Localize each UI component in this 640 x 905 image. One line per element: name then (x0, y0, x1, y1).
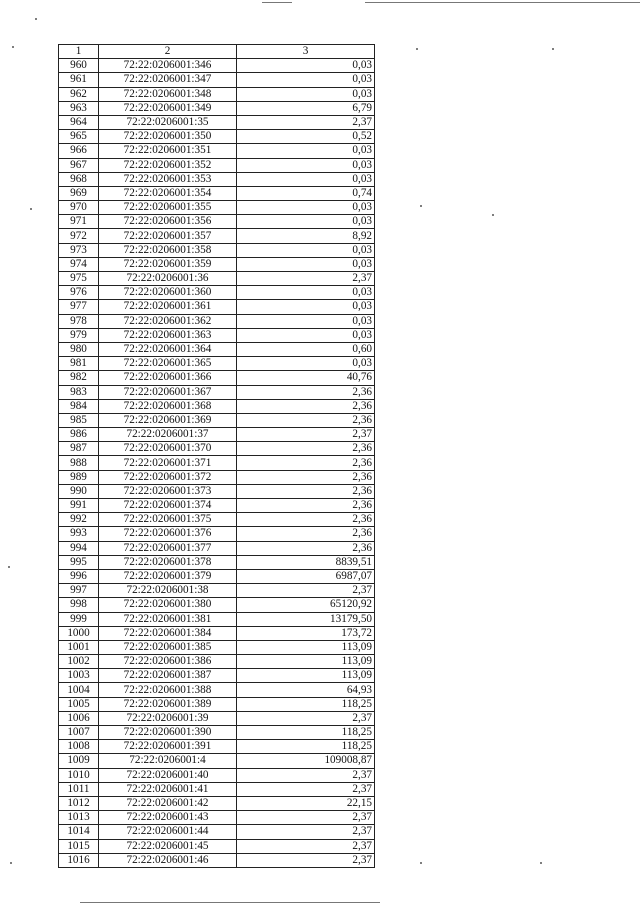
value-cell: 2,37 (237, 825, 375, 839)
cadastral-number-cell: 72:22:0206001:41 (99, 782, 237, 796)
row-number-cell: 988 (59, 456, 99, 470)
table-row (59, 655, 375, 669)
table-row (59, 484, 375, 498)
cadastral-number-cell: 72:22:0206001:39 (99, 711, 237, 725)
table-row (59, 357, 375, 371)
table-row (59, 314, 375, 328)
table-row (59, 172, 375, 186)
row-number-cell: 965 (59, 130, 99, 144)
row-number-cell: 1007 (59, 726, 99, 740)
table-row (59, 626, 375, 640)
table-row (59, 555, 375, 569)
table-row (59, 612, 375, 626)
table-row (59, 215, 375, 229)
value-cell: 0,03 (237, 328, 375, 342)
value-cell: 0,03 (237, 300, 375, 314)
row-number-cell: 977 (59, 300, 99, 314)
row-number-cell: 995 (59, 555, 99, 569)
cadastral-number-cell: 72:22:0206001:379 (99, 569, 237, 583)
table-row (59, 527, 375, 541)
cadastral-number-cell: 72:22:0206001:37 (99, 428, 237, 442)
cadastral-number-cell: 72:22:0206001:368 (99, 399, 237, 413)
table-row (59, 229, 375, 243)
value-cell: 0,74 (237, 186, 375, 200)
row-number-cell: 1003 (59, 669, 99, 683)
table-row (59, 839, 375, 853)
cadastral-number-cell: 72:22:0206001:374 (99, 499, 237, 513)
value-cell: 40,76 (237, 371, 375, 385)
value-cell: 0,03 (237, 59, 375, 73)
row-number-cell: 974 (59, 257, 99, 271)
table-row (59, 428, 375, 442)
table-row (59, 470, 375, 484)
cadastral-number-cell: 72:22:0206001:373 (99, 484, 237, 498)
cadastral-number-cell: 72:22:0206001:388 (99, 683, 237, 697)
table-row (59, 697, 375, 711)
cadastral-number-cell: 72:22:0206001:40 (99, 768, 237, 782)
value-cell: 0,03 (237, 286, 375, 300)
row-number-cell: 1004 (59, 683, 99, 697)
row-number-cell: 997 (59, 584, 99, 598)
row-number-cell: 993 (59, 527, 99, 541)
value-cell: 8,92 (237, 229, 375, 243)
table-row (59, 811, 375, 825)
row-number-cell: 964 (59, 115, 99, 129)
scan-speck (492, 214, 494, 216)
parcel-table-body (59, 45, 375, 868)
row-number-cell: 961 (59, 73, 99, 87)
value-cell: 2,36 (237, 527, 375, 541)
cadastral-number-cell: 72:22:0206001:378 (99, 555, 237, 569)
table-row (59, 158, 375, 172)
table-row (59, 853, 375, 867)
scan-speck (540, 862, 542, 864)
row-number-cell: 968 (59, 172, 99, 186)
scan-top-edge-mark (365, 2, 640, 3)
value-cell: 2,37 (237, 782, 375, 796)
table-row (59, 711, 375, 725)
value-cell: 6,79 (237, 101, 375, 115)
row-number-cell: 1011 (59, 782, 99, 796)
cadastral-number-cell: 72:22:0206001:46 (99, 853, 237, 867)
row-number-cell: 991 (59, 499, 99, 513)
table-row (59, 740, 375, 754)
value-cell: 65120,92 (237, 598, 375, 612)
row-number-cell: 1006 (59, 711, 99, 725)
value-cell: 2,37 (237, 811, 375, 825)
cadastral-number-cell: 72:22:0206001:387 (99, 669, 237, 683)
value-cell: 2,36 (237, 413, 375, 427)
value-cell: 2,36 (237, 456, 375, 470)
row-number-cell: 975 (59, 272, 99, 286)
cadastral-number-cell: 72:22:0206001:385 (99, 640, 237, 654)
value-cell: 173,72 (237, 626, 375, 640)
cadastral-number-cell: 72:22:0206001:365 (99, 357, 237, 371)
table-row (59, 513, 375, 527)
row-number-cell: 987 (59, 442, 99, 456)
table-row (59, 257, 375, 271)
table-row (59, 442, 375, 456)
row-number-cell: 970 (59, 201, 99, 215)
table-row (59, 456, 375, 470)
scan-speck (12, 46, 14, 48)
table-row (59, 598, 375, 612)
row-number-cell: 1016 (59, 853, 99, 867)
cadastral-number-cell: 72:22:0206001:377 (99, 541, 237, 555)
value-cell: 0,03 (237, 87, 375, 101)
value-cell: 8839,51 (237, 555, 375, 569)
header-col-2: 2 (99, 45, 237, 59)
table-row (59, 399, 375, 413)
value-cell: 0,03 (237, 73, 375, 87)
row-number-cell: 976 (59, 286, 99, 300)
row-number-cell: 966 (59, 144, 99, 158)
cadastral-number-cell: 72:22:0206001:350 (99, 130, 237, 144)
table-row (59, 101, 375, 115)
cadastral-number-cell: 72:22:0206001:354 (99, 186, 237, 200)
cadastral-number-cell: 72:22:0206001:347 (99, 73, 237, 87)
cadastral-number-cell: 72:22:0206001:359 (99, 257, 237, 271)
row-number-cell: 999 (59, 612, 99, 626)
table-row (59, 768, 375, 782)
cadastral-number-cell: 72:22:0206001:45 (99, 839, 237, 853)
scan-speck (420, 862, 422, 864)
cadastral-number-cell: 72:22:0206001:43 (99, 811, 237, 825)
value-cell: 0,03 (237, 172, 375, 186)
row-number-cell: 996 (59, 569, 99, 583)
value-cell: 2,37 (237, 768, 375, 782)
value-cell: 2,37 (237, 711, 375, 725)
row-number-cell: 971 (59, 215, 99, 229)
value-cell: 118,25 (237, 740, 375, 754)
cadastral-number-cell: 72:22:0206001:371 (99, 456, 237, 470)
value-cell: 2,36 (237, 513, 375, 527)
table-row (59, 59, 375, 73)
value-cell: 0,03 (237, 158, 375, 172)
value-cell: 22,15 (237, 796, 375, 810)
table-row (59, 640, 375, 654)
cadastral-number-cell: 72:22:0206001:352 (99, 158, 237, 172)
cadastral-number-cell: 72:22:0206001:346 (99, 59, 237, 73)
row-number-cell: 972 (59, 229, 99, 243)
row-number-cell: 973 (59, 243, 99, 257)
table-row (59, 201, 375, 215)
cadastral-number-cell: 72:22:0206001:380 (99, 598, 237, 612)
table-row (59, 186, 375, 200)
scan-speck (552, 48, 554, 50)
row-number-cell: 1010 (59, 768, 99, 782)
cadastral-number-cell: 72:22:0206001:357 (99, 229, 237, 243)
table-row (59, 669, 375, 683)
header-col-1: 1 (59, 45, 99, 59)
scan-speck (30, 208, 32, 210)
value-cell: 2,37 (237, 115, 375, 129)
table-row (59, 683, 375, 697)
table-row (59, 286, 375, 300)
value-cell: 2,37 (237, 272, 375, 286)
value-cell: 118,25 (237, 726, 375, 740)
cadastral-number-cell: 72:22:0206001:36 (99, 272, 237, 286)
row-number-cell: 986 (59, 428, 99, 442)
row-number-cell: 989 (59, 470, 99, 484)
scan-speck (35, 18, 37, 20)
table-row (59, 243, 375, 257)
scan-speck (420, 205, 422, 207)
value-cell: 13179,50 (237, 612, 375, 626)
cadastral-number-cell: 72:22:0206001:364 (99, 342, 237, 356)
cadastral-number-cell: 72:22:0206001:38 (99, 584, 237, 598)
value-cell: 113,09 (237, 669, 375, 683)
cadastral-number-cell: 72:22:0206001:42 (99, 796, 237, 810)
value-cell: 0,03 (237, 201, 375, 215)
scan-speck (8, 566, 10, 568)
table-row (59, 569, 375, 583)
table-row (59, 754, 375, 768)
table-row (59, 796, 375, 810)
table-row (59, 272, 375, 286)
value-cell: 2,36 (237, 442, 375, 456)
cadastral-number-cell: 72:22:0206001:389 (99, 697, 237, 711)
header-col-3: 3 (237, 45, 375, 59)
table-row (59, 130, 375, 144)
row-number-cell: 978 (59, 314, 99, 328)
row-number-cell: 990 (59, 484, 99, 498)
value-cell: 64,93 (237, 683, 375, 697)
table-row (59, 782, 375, 796)
cadastral-number-cell: 72:22:0206001:362 (99, 314, 237, 328)
row-number-cell: 994 (59, 541, 99, 555)
value-cell: 109008,87 (237, 754, 375, 768)
cadastral-number-cell: 72:22:0206001:360 (99, 286, 237, 300)
value-cell: 2,36 (237, 541, 375, 555)
cadastral-number-cell: 72:22:0206001:381 (99, 612, 237, 626)
table-row (59, 87, 375, 101)
table-row (59, 499, 375, 513)
cadastral-number-cell: 72:22:0206001:356 (99, 215, 237, 229)
row-number-cell: 1015 (59, 839, 99, 853)
cadastral-number-cell: 72:22:0206001:376 (99, 527, 237, 541)
cadastral-number-cell: 72:22:0206001:375 (99, 513, 237, 527)
scan-bottom-edge-mark (80, 902, 380, 903)
row-number-cell: 985 (59, 413, 99, 427)
cadastral-number-cell: 72:22:0206001:372 (99, 470, 237, 484)
cadastral-number-cell: 72:22:0206001:361 (99, 300, 237, 314)
row-number-cell: 1001 (59, 640, 99, 654)
table-row (59, 541, 375, 555)
scan-top-edge-mark (262, 2, 292, 3)
value-cell: 2,36 (237, 484, 375, 498)
table-row (59, 73, 375, 87)
row-number-cell: 992 (59, 513, 99, 527)
cadastral-number-cell: 72:22:0206001:366 (99, 371, 237, 385)
row-number-cell: 1014 (59, 825, 99, 839)
row-number-cell: 1002 (59, 655, 99, 669)
cadastral-number-cell: 72:22:0206001:370 (99, 442, 237, 456)
cadastral-number-cell: 72:22:0206001:391 (99, 740, 237, 754)
value-cell: 2,36 (237, 499, 375, 513)
value-cell: 0,03 (237, 357, 375, 371)
row-number-cell: 982 (59, 371, 99, 385)
row-number-cell: 962 (59, 87, 99, 101)
table-row (59, 371, 375, 385)
value-cell: 2,37 (237, 428, 375, 442)
row-number-cell: 998 (59, 598, 99, 612)
value-cell: 113,09 (237, 640, 375, 654)
value-cell: 2,36 (237, 470, 375, 484)
value-cell: 118,25 (237, 697, 375, 711)
cadastral-number-cell: 72:22:0206001:4 (99, 754, 237, 768)
cadastral-number-cell: 72:22:0206001:369 (99, 413, 237, 427)
value-cell: 2,37 (237, 853, 375, 867)
table-row (59, 115, 375, 129)
cadastral-number-cell: 72:22:0206001:386 (99, 655, 237, 669)
table-row (59, 584, 375, 598)
table-row (59, 413, 375, 427)
row-number-cell: 1009 (59, 754, 99, 768)
row-number-cell: 981 (59, 357, 99, 371)
value-cell: 0,03 (237, 257, 375, 271)
value-cell: 0,03 (237, 314, 375, 328)
cadastral-number-cell: 72:22:0206001:367 (99, 385, 237, 399)
table-row (59, 328, 375, 342)
value-cell: 113,09 (237, 655, 375, 669)
cadastral-number-cell: 72:22:0206001:355 (99, 201, 237, 215)
row-number-cell: 969 (59, 186, 99, 200)
cadastral-number-cell: 72:22:0206001:349 (99, 101, 237, 115)
value-cell: 0,03 (237, 215, 375, 229)
table-row (59, 385, 375, 399)
table-row (59, 825, 375, 839)
parcel-table (58, 44, 375, 868)
table-header-row (59, 45, 375, 59)
row-number-cell: 1000 (59, 626, 99, 640)
cadastral-number-cell: 72:22:0206001:351 (99, 144, 237, 158)
cadastral-number-cell: 72:22:0206001:44 (99, 825, 237, 839)
scan-speck (416, 48, 418, 50)
value-cell: 2,36 (237, 385, 375, 399)
row-number-cell: 980 (59, 342, 99, 356)
row-number-cell: 979 (59, 328, 99, 342)
row-number-cell: 960 (59, 59, 99, 73)
cadastral-number-cell: 72:22:0206001:390 (99, 726, 237, 740)
value-cell: 0,60 (237, 342, 375, 356)
table-row (59, 342, 375, 356)
value-cell: 0,03 (237, 144, 375, 158)
row-number-cell: 1013 (59, 811, 99, 825)
value-cell: 0,03 (237, 243, 375, 257)
value-cell: 2,36 (237, 399, 375, 413)
row-number-cell: 983 (59, 385, 99, 399)
cadastral-number-cell: 72:22:0206001:353 (99, 172, 237, 186)
row-number-cell: 967 (59, 158, 99, 172)
value-cell: 0,52 (237, 130, 375, 144)
cadastral-number-cell: 72:22:0206001:348 (99, 87, 237, 101)
table-row (59, 144, 375, 158)
row-number-cell: 1012 (59, 796, 99, 810)
cadastral-number-cell: 72:22:0206001:358 (99, 243, 237, 257)
value-cell: 6987,07 (237, 569, 375, 583)
table-row (59, 726, 375, 740)
value-cell: 2,37 (237, 839, 375, 853)
table-row (59, 300, 375, 314)
value-cell: 2,37 (237, 584, 375, 598)
row-number-cell: 963 (59, 101, 99, 115)
row-number-cell: 984 (59, 399, 99, 413)
cadastral-number-cell: 72:22:0206001:384 (99, 626, 237, 640)
row-number-cell: 1005 (59, 697, 99, 711)
scan-speck (10, 862, 12, 864)
cadastral-number-cell: 72:22:0206001:363 (99, 328, 237, 342)
cadastral-number-cell: 72:22:0206001:35 (99, 115, 237, 129)
row-number-cell: 1008 (59, 740, 99, 754)
